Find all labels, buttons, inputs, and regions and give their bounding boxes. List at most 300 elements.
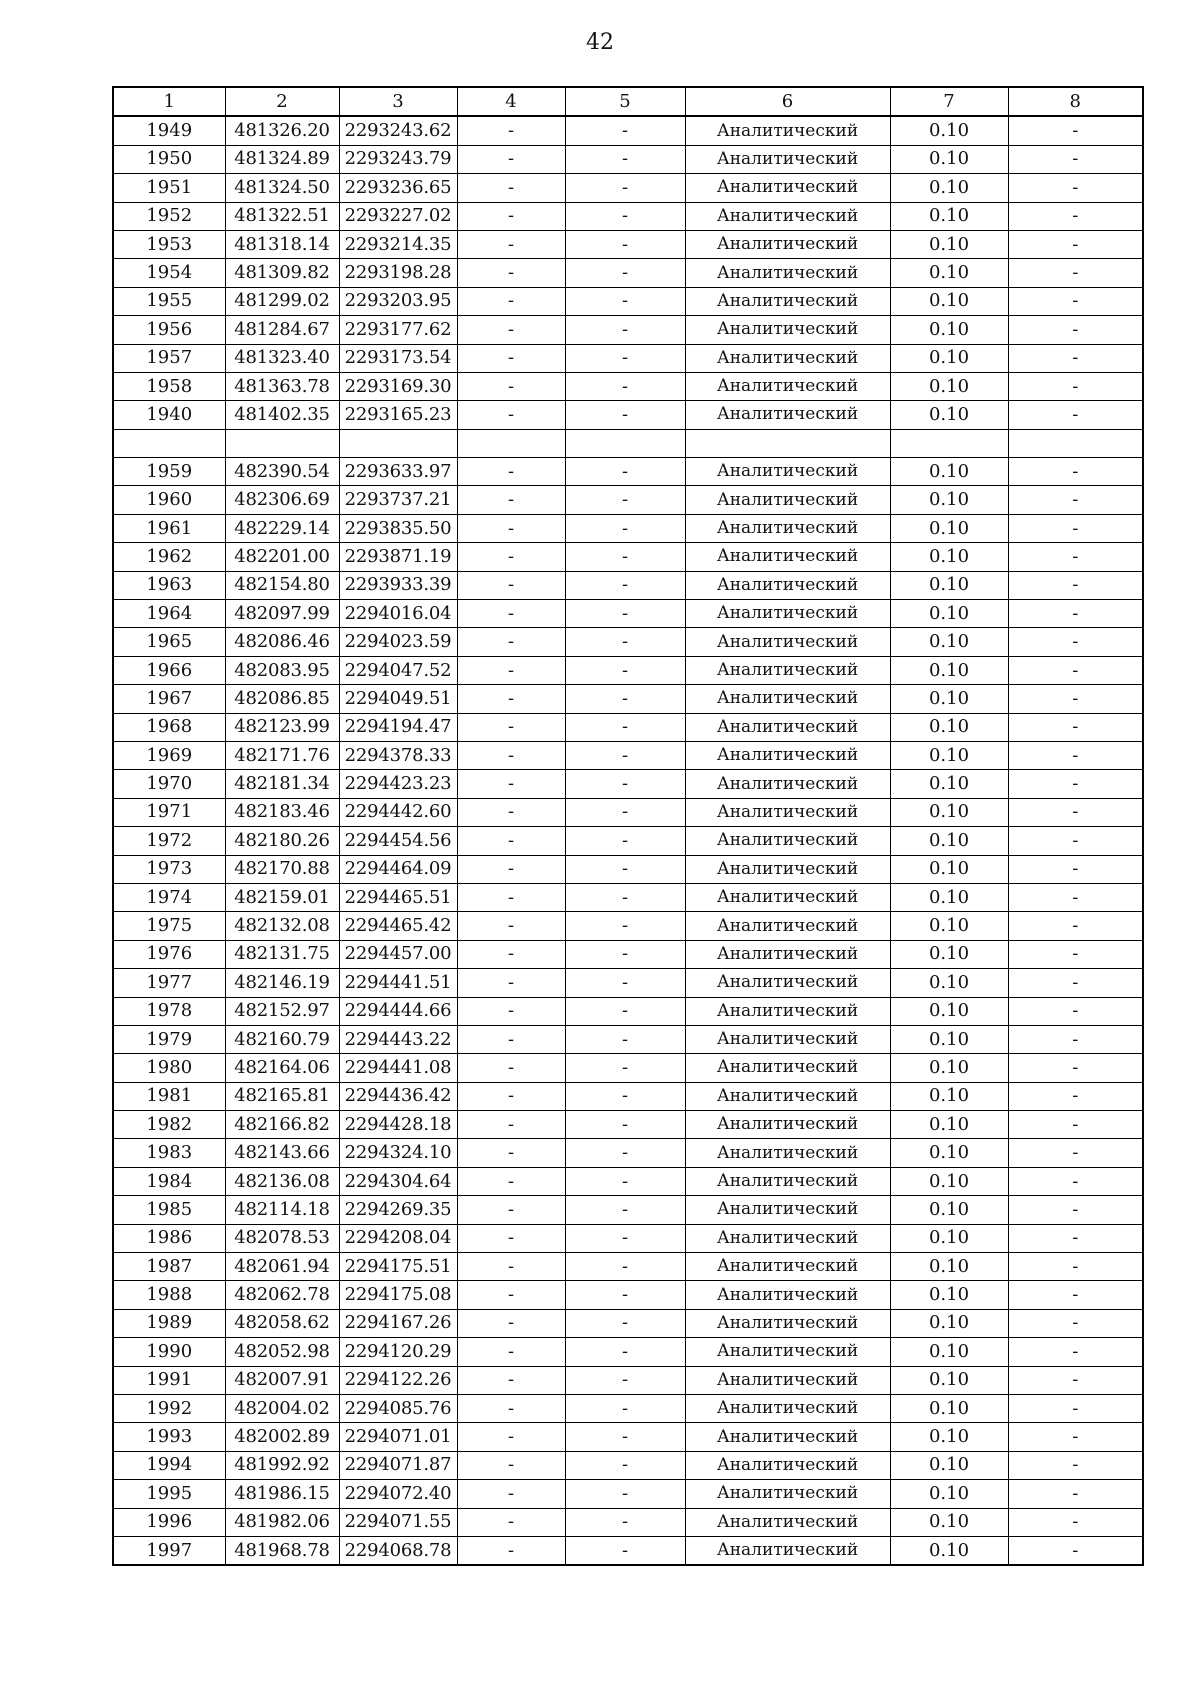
table-row (113, 287, 1143, 315)
accuracy-cell: 0.10 (890, 798, 1008, 826)
point-number-cell: 1978 (113, 997, 225, 1025)
col4-cell: - (457, 316, 565, 344)
accuracy-cell: 0.10 (890, 1423, 1008, 1451)
col5-cell: - (565, 685, 685, 713)
table-row (113, 1423, 1143, 1451)
col4-cell: - (457, 116, 565, 145)
accuracy-cell (890, 429, 1008, 457)
coordinates-table (112, 86, 1144, 1566)
accuracy-cell: 0.10 (890, 230, 1008, 258)
point-number-cell: 1991 (113, 1366, 225, 1394)
x-coordinate-cell: 482007.91 (225, 1366, 339, 1394)
col4-cell: - (457, 628, 565, 656)
col5-cell: - (565, 543, 685, 571)
x-coordinate-cell: 482166.82 (225, 1111, 339, 1139)
method-cell: Аналитический (685, 798, 890, 826)
col5-cell: - (565, 259, 685, 287)
table-row (113, 912, 1143, 940)
col4-cell: - (457, 912, 565, 940)
accuracy-cell: 0.10 (890, 486, 1008, 514)
x-coordinate-cell: 482132.08 (225, 912, 339, 940)
col8-cell: - (1008, 1309, 1143, 1337)
col8-cell: - (1008, 230, 1143, 258)
col4-cell: - (457, 1196, 565, 1224)
y-coordinate-cell: 2294436.42 (339, 1082, 457, 1110)
col5-cell: - (565, 145, 685, 173)
col4-cell: - (457, 940, 565, 968)
col5-cell: - (565, 628, 685, 656)
col5-cell: - (565, 1224, 685, 1252)
table-row (113, 372, 1143, 400)
col5-cell: - (565, 1423, 685, 1451)
method-cell: Аналитический (685, 287, 890, 315)
col8-cell: - (1008, 940, 1143, 968)
x-coordinate-cell: 481299.02 (225, 287, 339, 315)
x-coordinate-cell: 482052.98 (225, 1338, 339, 1366)
table-row (113, 770, 1143, 798)
col5-cell: - (565, 344, 685, 372)
method-cell: Аналитический (685, 656, 890, 684)
point-number-cell: 1950 (113, 145, 225, 173)
col8-cell: - (1008, 287, 1143, 315)
col8-cell: - (1008, 514, 1143, 542)
accuracy-cell: 0.10 (890, 997, 1008, 1025)
col5-cell: - (565, 940, 685, 968)
y-coordinate-cell: 2294071.55 (339, 1508, 457, 1536)
col5-cell: - (565, 827, 685, 855)
method-cell: Аналитический (685, 230, 890, 258)
y-coordinate-cell: 2294423.23 (339, 770, 457, 798)
x-coordinate-cell: 482097.99 (225, 600, 339, 628)
col5-cell: - (565, 202, 685, 230)
method-cell: Аналитический (685, 741, 890, 769)
col5-cell: - (565, 770, 685, 798)
table-row (113, 486, 1143, 514)
x-coordinate-cell: 482131.75 (225, 940, 339, 968)
table-row (113, 259, 1143, 287)
accuracy-cell: 0.10 (890, 855, 1008, 883)
method-cell: Аналитический (685, 1281, 890, 1309)
method-cell: Аналитический (685, 1253, 890, 1281)
x-coordinate-cell: 482159.01 (225, 883, 339, 911)
y-coordinate-cell: 2293173.54 (339, 344, 457, 372)
table-row (113, 514, 1143, 542)
y-coordinate-cell: 2294016.04 (339, 600, 457, 628)
point-number-cell: 1993 (113, 1423, 225, 1451)
col5-cell: - (565, 600, 685, 628)
accuracy-cell: 0.10 (890, 514, 1008, 542)
accuracy-cell: 0.10 (890, 685, 1008, 713)
method-cell: Аналитический (685, 1082, 890, 1110)
accuracy-cell: 0.10 (890, 1508, 1008, 1536)
col4-cell: - (457, 1338, 565, 1366)
method-cell: Аналитический (685, 1338, 890, 1366)
accuracy-cell: 0.10 (890, 600, 1008, 628)
method-cell: Аналитический (685, 372, 890, 400)
y-coordinate-cell: 2294324.10 (339, 1139, 457, 1167)
x-coordinate-cell: 482306.69 (225, 486, 339, 514)
col8-cell: - (1008, 259, 1143, 287)
col8-cell: - (1008, 1139, 1143, 1167)
col8-cell: - (1008, 1366, 1143, 1394)
table-row (113, 316, 1143, 344)
col5-cell: - (565, 1167, 685, 1195)
y-coordinate-cell: 2294194.47 (339, 713, 457, 741)
accuracy-cell: 0.10 (890, 543, 1008, 571)
column-header: 5 (565, 87, 685, 116)
method-cell: Аналитический (685, 202, 890, 230)
accuracy-cell: 0.10 (890, 458, 1008, 486)
method-cell: Аналитический (685, 1224, 890, 1252)
point-number-cell: 1971 (113, 798, 225, 826)
method-cell: Аналитический (685, 1394, 890, 1422)
point-number-cell: 1954 (113, 259, 225, 287)
point-number-cell: 1949 (113, 116, 225, 145)
method-cell: Аналитический (685, 1167, 890, 1195)
x-coordinate-cell: 481323.40 (225, 344, 339, 372)
x-coordinate-cell: 482078.53 (225, 1224, 339, 1252)
col4-cell: - (457, 1281, 565, 1309)
accuracy-cell: 0.10 (890, 713, 1008, 741)
col8-cell: - (1008, 1508, 1143, 1536)
method-cell: Аналитический (685, 145, 890, 173)
x-coordinate-cell: 482180.26 (225, 827, 339, 855)
method-cell: Аналитический (685, 571, 890, 599)
col5-cell: - (565, 1281, 685, 1309)
accuracy-cell: 0.10 (890, 1281, 1008, 1309)
col4-cell: - (457, 287, 565, 315)
y-coordinate-cell: 2294072.40 (339, 1480, 457, 1508)
accuracy-cell: 0.10 (890, 202, 1008, 230)
col8-cell: - (1008, 1196, 1143, 1224)
column-header: 8 (1008, 87, 1143, 116)
accuracy-cell: 0.10 (890, 259, 1008, 287)
accuracy-cell: 0.10 (890, 1111, 1008, 1139)
point-number-cell: 1975 (113, 912, 225, 940)
col8-cell: - (1008, 628, 1143, 656)
y-coordinate-cell: 2294175.08 (339, 1281, 457, 1309)
point-number-cell: 1990 (113, 1338, 225, 1366)
method-cell: Аналитический (685, 401, 890, 429)
y-coordinate-cell: 2294047.52 (339, 656, 457, 684)
y-coordinate-cell: 2294464.09 (339, 855, 457, 883)
col8-cell: - (1008, 997, 1143, 1025)
col5-cell: - (565, 316, 685, 344)
x-coordinate-cell: 482061.94 (225, 1253, 339, 1281)
accuracy-cell: 0.10 (890, 1025, 1008, 1053)
col4-cell: - (457, 855, 565, 883)
y-coordinate-cell: 2294071.01 (339, 1423, 457, 1451)
table-row (113, 656, 1143, 684)
col4-cell: - (457, 770, 565, 798)
method-cell: Аналитический (685, 827, 890, 855)
col4-cell: - (457, 1139, 565, 1167)
col5-cell: - (565, 912, 685, 940)
point-number-cell: 1980 (113, 1054, 225, 1082)
x-coordinate-cell: 481326.20 (225, 116, 339, 145)
col8-cell: - (1008, 145, 1143, 173)
method-cell: Аналитический (685, 116, 890, 145)
x-coordinate-cell (225, 429, 339, 457)
method-cell: Аналитический (685, 628, 890, 656)
point-number-cell: 1997 (113, 1536, 225, 1565)
point-number-cell: 1965 (113, 628, 225, 656)
col5-cell: - (565, 230, 685, 258)
point-number-cell: 1988 (113, 1281, 225, 1309)
x-coordinate-cell: 481968.78 (225, 1536, 339, 1565)
table-row (113, 713, 1143, 741)
column-header: 3 (339, 87, 457, 116)
table-body (113, 116, 1143, 1565)
table-row (113, 1394, 1143, 1422)
accuracy-cell: 0.10 (890, 372, 1008, 400)
table-header (113, 87, 1143, 116)
y-coordinate-cell: 2293633.97 (339, 458, 457, 486)
col8-cell: - (1008, 316, 1143, 344)
method-cell: Аналитический (685, 940, 890, 968)
col8-cell: - (1008, 1111, 1143, 1139)
x-coordinate-cell: 482171.76 (225, 741, 339, 769)
y-coordinate-cell: 2293203.95 (339, 287, 457, 315)
column-header: 7 (890, 87, 1008, 116)
col4-cell: - (457, 486, 565, 514)
y-coordinate-cell: 2294441.51 (339, 969, 457, 997)
table-row (113, 1111, 1143, 1139)
y-coordinate-cell: 2294443.22 (339, 1025, 457, 1053)
point-number-cell: 1961 (113, 514, 225, 542)
col4-cell: - (457, 798, 565, 826)
y-coordinate-cell: 2293165.23 (339, 401, 457, 429)
table-row (113, 969, 1143, 997)
x-coordinate-cell: 482154.80 (225, 571, 339, 599)
method-cell: Аналитический (685, 600, 890, 628)
col8-cell: - (1008, 543, 1143, 571)
y-coordinate-cell: 2294454.56 (339, 827, 457, 855)
col4-cell: - (457, 1224, 565, 1252)
table-row (113, 1281, 1143, 1309)
y-coordinate-cell: 2293236.65 (339, 174, 457, 202)
col8-cell: - (1008, 1394, 1143, 1422)
col8-cell: - (1008, 571, 1143, 599)
accuracy-cell: 0.10 (890, 1167, 1008, 1195)
col8-cell: - (1008, 600, 1143, 628)
method-cell: Аналитический (685, 1196, 890, 1224)
method-cell: Аналитический (685, 855, 890, 883)
x-coordinate-cell: 482086.46 (225, 628, 339, 656)
col8-cell: - (1008, 883, 1143, 911)
accuracy-cell: 0.10 (890, 1394, 1008, 1422)
col5-cell: - (565, 1253, 685, 1281)
table-row (113, 685, 1143, 713)
method-cell: Аналитический (685, 514, 890, 542)
col8-cell: - (1008, 1224, 1143, 1252)
x-coordinate-cell: 481402.35 (225, 401, 339, 429)
point-number-cell: 1992 (113, 1394, 225, 1422)
accuracy-cell: 0.10 (890, 1536, 1008, 1565)
table-row (113, 429, 1143, 457)
method-cell: Аналитический (685, 316, 890, 344)
col4-cell: - (457, 230, 565, 258)
table-row (113, 1025, 1143, 1053)
x-coordinate-cell: 482170.88 (225, 855, 339, 883)
col4-cell: - (457, 997, 565, 1025)
col5-cell: - (565, 1338, 685, 1366)
method-cell: Аналитический (685, 713, 890, 741)
point-number-cell: 1982 (113, 1111, 225, 1139)
y-coordinate-cell: 2294175.51 (339, 1253, 457, 1281)
col8-cell: - (1008, 912, 1143, 940)
table-row (113, 344, 1143, 372)
accuracy-cell: 0.10 (890, 401, 1008, 429)
col5-cell: - (565, 458, 685, 486)
col4-cell: - (457, 656, 565, 684)
col5-cell: - (565, 883, 685, 911)
col4-cell: - (457, 1536, 565, 1565)
table-row (113, 174, 1143, 202)
col4-cell: - (457, 1309, 565, 1337)
x-coordinate-cell: 482390.54 (225, 458, 339, 486)
point-number-cell: 1981 (113, 1082, 225, 1110)
method-cell: Аналитический (685, 259, 890, 287)
col4-cell: - (457, 827, 565, 855)
col8-cell: - (1008, 1167, 1143, 1195)
table-row (113, 116, 1143, 145)
point-number-cell: 1962 (113, 543, 225, 571)
col5-cell: - (565, 656, 685, 684)
col8-cell: - (1008, 1025, 1143, 1053)
x-coordinate-cell: 482002.89 (225, 1423, 339, 1451)
column-header: 1 (113, 87, 225, 116)
y-coordinate-cell: 2294023.59 (339, 628, 457, 656)
col5-cell: - (565, 116, 685, 145)
method-cell: Аналитический (685, 912, 890, 940)
method-cell: Аналитический (685, 1309, 890, 1337)
col8-cell: - (1008, 202, 1143, 230)
col5-cell: - (565, 798, 685, 826)
col4-cell (457, 429, 565, 457)
point-number-cell: 1968 (113, 713, 225, 741)
coordinates-table-container (112, 86, 1144, 1566)
x-coordinate-cell: 482083.95 (225, 656, 339, 684)
col4-cell: - (457, 600, 565, 628)
x-coordinate-cell: 481982.06 (225, 1508, 339, 1536)
table-row (113, 1167, 1143, 1195)
point-number-cell: 1973 (113, 855, 225, 883)
column-header: 2 (225, 87, 339, 116)
table-row (113, 741, 1143, 769)
accuracy-cell: 0.10 (890, 116, 1008, 145)
col8-cell (1008, 429, 1143, 457)
table-row (113, 798, 1143, 826)
point-number-cell: 1952 (113, 202, 225, 230)
x-coordinate-cell: 482152.97 (225, 997, 339, 1025)
col8-cell: - (1008, 713, 1143, 741)
table-row (113, 628, 1143, 656)
col4-cell: - (457, 685, 565, 713)
method-cell: Аналитический (685, 1366, 890, 1394)
table-row (113, 997, 1143, 1025)
table-row (113, 1253, 1143, 1281)
table-row (113, 543, 1143, 571)
y-coordinate-cell: 2293177.62 (339, 316, 457, 344)
col4-cell: - (457, 145, 565, 173)
col5-cell: - (565, 514, 685, 542)
col4-cell: - (457, 514, 565, 542)
point-number-cell: 1966 (113, 656, 225, 684)
col4-cell: - (457, 401, 565, 429)
col4-cell: - (457, 571, 565, 599)
accuracy-cell: 0.10 (890, 316, 1008, 344)
method-cell: Аналитический (685, 1480, 890, 1508)
col8-cell: - (1008, 1451, 1143, 1479)
y-coordinate-cell: 2294085.76 (339, 1394, 457, 1422)
col8-cell: - (1008, 1253, 1143, 1281)
accuracy-cell: 0.10 (890, 1309, 1008, 1337)
x-coordinate-cell: 481309.82 (225, 259, 339, 287)
col4-cell: - (457, 1054, 565, 1082)
col8-cell: - (1008, 344, 1143, 372)
y-coordinate-cell: 2294465.51 (339, 883, 457, 911)
x-coordinate-cell: 481318.14 (225, 230, 339, 258)
y-coordinate-cell: 2294457.00 (339, 940, 457, 968)
point-number-cell: 1995 (113, 1480, 225, 1508)
y-coordinate-cell: 2294378.33 (339, 741, 457, 769)
table-row (113, 145, 1143, 173)
x-coordinate-cell: 481322.51 (225, 202, 339, 230)
column-header: 4 (457, 87, 565, 116)
col5-cell: - (565, 1451, 685, 1479)
point-number-cell: 1958 (113, 372, 225, 400)
col4-cell: - (457, 174, 565, 202)
x-coordinate-cell: 482086.85 (225, 685, 339, 713)
col4-cell: - (457, 202, 565, 230)
page-number: 42 (586, 30, 614, 55)
accuracy-cell: 0.10 (890, 1139, 1008, 1167)
col8-cell: - (1008, 656, 1143, 684)
col5-cell: - (565, 287, 685, 315)
x-coordinate-cell: 482183.46 (225, 798, 339, 826)
col4-cell: - (457, 1366, 565, 1394)
x-coordinate-cell: 482062.78 (225, 1281, 339, 1309)
col4-cell: - (457, 713, 565, 741)
x-coordinate-cell: 481986.15 (225, 1480, 339, 1508)
x-coordinate-cell: 481363.78 (225, 372, 339, 400)
accuracy-cell: 0.10 (890, 1054, 1008, 1082)
point-number-cell: 1996 (113, 1508, 225, 1536)
col5-cell: - (565, 1508, 685, 1536)
col5-cell: - (565, 1111, 685, 1139)
table-row (113, 940, 1143, 968)
x-coordinate-cell: 481992.92 (225, 1451, 339, 1479)
col5-cell: - (565, 1480, 685, 1508)
y-coordinate-cell: 2294304.64 (339, 1167, 457, 1195)
col5-cell: - (565, 1394, 685, 1422)
y-coordinate-cell (339, 429, 457, 457)
accuracy-cell: 0.10 (890, 912, 1008, 940)
y-coordinate-cell: 2294269.35 (339, 1196, 457, 1224)
col5-cell: - (565, 1054, 685, 1082)
point-number-cell: 1959 (113, 458, 225, 486)
method-cell: Аналитический (685, 1111, 890, 1139)
table-row (113, 202, 1143, 230)
y-coordinate-cell: 2294068.78 (339, 1536, 457, 1565)
table-row (113, 1480, 1143, 1508)
accuracy-cell: 0.10 (890, 741, 1008, 769)
y-coordinate-cell: 2294208.04 (339, 1224, 457, 1252)
method-cell: Аналитический (685, 1423, 890, 1451)
accuracy-cell: 0.10 (890, 827, 1008, 855)
accuracy-cell: 0.10 (890, 940, 1008, 968)
